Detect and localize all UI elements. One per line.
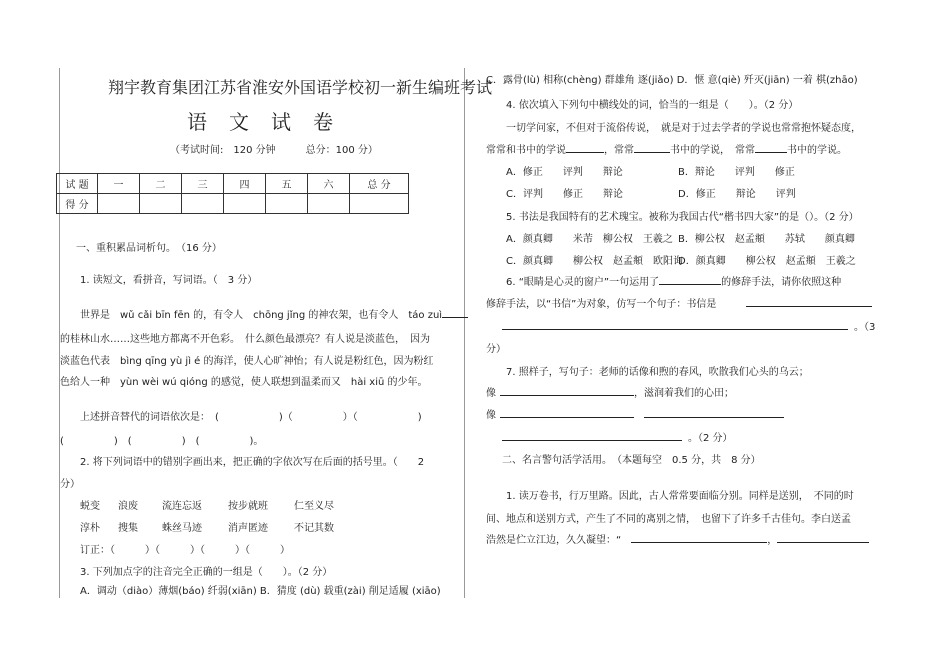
question-5: 5. 书法是我国特有的艺术瑰宝。被称为我国古代“楷书四大家”的是（）。（2 分）: [506, 212, 859, 223]
question-6-score: 分）: [486, 344, 506, 355]
score-cell: 得 分: [57, 194, 98, 214]
score-input-cell[interactable]: [308, 194, 350, 214]
question-7-line-1: [486, 384, 734, 399]
score-table: [56, 173, 409, 214]
answer-blank[interactable]: [746, 306, 872, 307]
word-item: 不记其数: [294, 523, 334, 534]
question-5-option-d[interactable]: D．颜真卿 柳公权 赵孟頫 王羲之: [678, 256, 856, 267]
subject-title: 语文试卷: [187, 110, 355, 134]
score-input-cell[interactable]: [182, 194, 224, 214]
fill-answer-line-2[interactable]: ( ) ( ) ( )。: [60, 436, 264, 447]
passage-text: ，常常: [604, 145, 634, 156]
question-5-option-c[interactable]: C．颜真卿 柳公权 赵孟頫 欧阳询: [506, 256, 683, 267]
word-item: 蛛丝马迹: [162, 523, 202, 534]
answer-blank[interactable]: [777, 542, 869, 543]
word-item: 浪废: [118, 501, 138, 512]
correction-line[interactable]: 订正：（ ）（ ）（ ）（ ）: [80, 545, 290, 556]
score-table-header-row: [57, 174, 409, 194]
score-cell: 四: [224, 174, 266, 194]
word-row-1: [80, 497, 334, 512]
word-row-2: [80, 519, 334, 534]
question-7: 7. 照样子，写句子：老师的话像和煦的春风，吹散我们心头的乌云；: [506, 367, 809, 378]
question-4-passage-2: [486, 141, 847, 156]
passage-text: 书中的学说， 常常: [670, 145, 755, 156]
answer-blank[interactable]: [634, 152, 670, 153]
section-2-passage-2: 间、地点和送别方式，产生了不同的离别之情， 也留下了许多千古佳句。李白送孟: [486, 514, 851, 525]
score-input-cell[interactable]: [350, 194, 409, 214]
question-6-line-2: [486, 295, 872, 310]
answer-blank[interactable]: [755, 152, 787, 153]
question-1: 1. 读短文，看拼音，写词语。（ 3 分）: [80, 275, 258, 286]
answer-blank[interactable]: [500, 395, 634, 396]
fill-answer-line-1[interactable]: 上述拼音替代的词语依次是： ( )（ ）（ ): [80, 412, 422, 423]
question-5-option-a[interactable]: A．颜真卿 米芾 柳公权 王羲之: [506, 234, 673, 245]
comma: ，: [767, 535, 778, 546]
question-6-text: 6. “眼睛是心灵的窗户”一句运用了: [506, 277, 660, 288]
question-4-option-d[interactable]: D．修正 辩论 评判: [678, 189, 796, 200]
score-cell: 三: [182, 174, 224, 194]
question-7-line-2: [486, 406, 784, 421]
school-title: 翔宇教育集团江苏省淮安外国语学校初一新生编班考试: [108, 78, 493, 97]
question-4-option-a[interactable]: A．修正 评判 辩论: [506, 167, 623, 178]
question-6-text: 修辞手法，以“书信”为对象，仿写一个句子：书信是: [486, 299, 717, 310]
question-7-text: ，滋润着我们的心田；: [634, 388, 734, 399]
question-7-line-3: [502, 429, 733, 444]
question-6-line-1: [506, 273, 841, 288]
question-6-line-3: [502, 318, 875, 333]
question-7-text: 像: [486, 410, 496, 421]
answer-blank[interactable]: [631, 542, 767, 543]
passage-line-2: 的桂林山水……这些地方都离不开色彩。 什么颜色最漂亮？有人说是淡蓝色， 因为: [60, 334, 430, 345]
question-5-option-b[interactable]: B．柳公权 赵孟頫 苏轼 颜真卿: [678, 234, 855, 245]
answer-blank[interactable]: [566, 152, 604, 153]
score-input-cell[interactable]: [140, 194, 182, 214]
score-cell: 二: [140, 174, 182, 194]
score-input-cell[interactable]: [266, 194, 308, 214]
question-3-options-cd: C．露骨(lù) 相称(chèng) 群雄角 逐(jiǎo) D．惬 意(qiè) 歼灭(jiān) 一着 棋(zhāo): [486, 75, 858, 86]
answer-blank[interactable]: [442, 317, 468, 318]
word-item: 仁至义尽: [294, 501, 334, 512]
score-table-score-row: [57, 194, 409, 214]
question-2: 2. 将下列词语中的错别字画出来，把正确的字依次写在后面的括号里。（ 2: [80, 457, 425, 468]
word-item: 淳朴: [80, 523, 100, 534]
exam-info: （考试时间: 120 分钟 总分：100 分）: [170, 145, 378, 156]
passage-line-4: 色给人一种 yùn wèi wú qióng 的感觉，使人联想到温柔而又 hài xiū 的少年。: [60, 377, 428, 388]
center-divider-line: [464, 68, 465, 598]
passage-text: 浩然是伫立江边，久久凝望：“: [486, 535, 622, 546]
score-input-cell[interactable]: [98, 194, 140, 214]
word-item: 蜕变: [80, 501, 100, 512]
section-2-heading: 二、名言警句活学活用。 （本题每空 0.5 分，共 8 分）: [502, 455, 761, 466]
score-cell: 总 分: [350, 174, 409, 194]
question-7-text: 。（2 分）: [688, 433, 733, 444]
answer-blank[interactable]: [659, 284, 721, 285]
score-cell: 五: [266, 174, 308, 194]
word-item: 流连忘返: [162, 501, 202, 512]
score-cell: 一: [98, 174, 140, 194]
word-item: 搜集: [118, 523, 138, 534]
question-4-option-c[interactable]: C．评判 修正 辩论: [506, 189, 623, 200]
question-6-text: 的修辞手法，请你依照这种: [721, 277, 842, 288]
question-4: 4. 依次填入下列句中横线处的词，恰当的一组是（ ）。（2 分）: [506, 100, 799, 111]
word-item: 按步就班: [228, 501, 268, 512]
question-4-option-b[interactable]: B．辩论 评判 修正: [678, 167, 795, 178]
score-cell: 试 题: [57, 174, 98, 194]
question-3-options-ab: A．调动（diào）薄烟(báo) 纤弱(xiān) B．猜度 (dù) 载重(zài) 削足适履 (xiāo): [80, 586, 441, 597]
question-4-passage-1: 一切学问家，不但对于流俗传说， 就是对于过去学者的学说也常常抱怀疑态度，: [506, 123, 861, 134]
passage-text: 书中的学说。: [787, 145, 847, 156]
answer-blank[interactable]: [502, 329, 848, 330]
passage-line-1: [80, 306, 468, 321]
answer-blank[interactable]: [502, 440, 682, 441]
section-2-passage-3: [486, 531, 869, 546]
question-6-text: 。（3: [854, 322, 876, 333]
section-1-heading: 一、重积累品词析句。 （16 分）: [76, 243, 222, 254]
question-3: 3. 下列加点字的注音完全正确的一组是（ ）。（2 分）: [80, 567, 333, 578]
word-item: 消声匿迹: [228, 523, 268, 534]
section-2-passage-1: 1. 读万卷书，行万里路。因此，古人常常要面临分别。同样是送别， 不同的时: [506, 491, 854, 502]
score-cell: 六: [308, 174, 350, 194]
passage-text: 常常和书中的学说: [486, 145, 566, 156]
question-2-score: 分）: [60, 479, 80, 490]
answer-blank[interactable]: [644, 417, 784, 418]
answer-blank[interactable]: [500, 417, 634, 418]
question-7-text: 像: [486, 388, 496, 399]
score-input-cell[interactable]: [224, 194, 266, 214]
passage-line-3: 淡蓝色代表 bìng qīng yù jì é 的海洋，使人心旷神怡；有人说是粉红色，因为粉红: [60, 356, 434, 367]
passage-text: 世界是 wǔ cǎi bīn fēn 的，有令人 chōng jǐng 的神农架，也有令人 táo zuì: [80, 310, 443, 321]
